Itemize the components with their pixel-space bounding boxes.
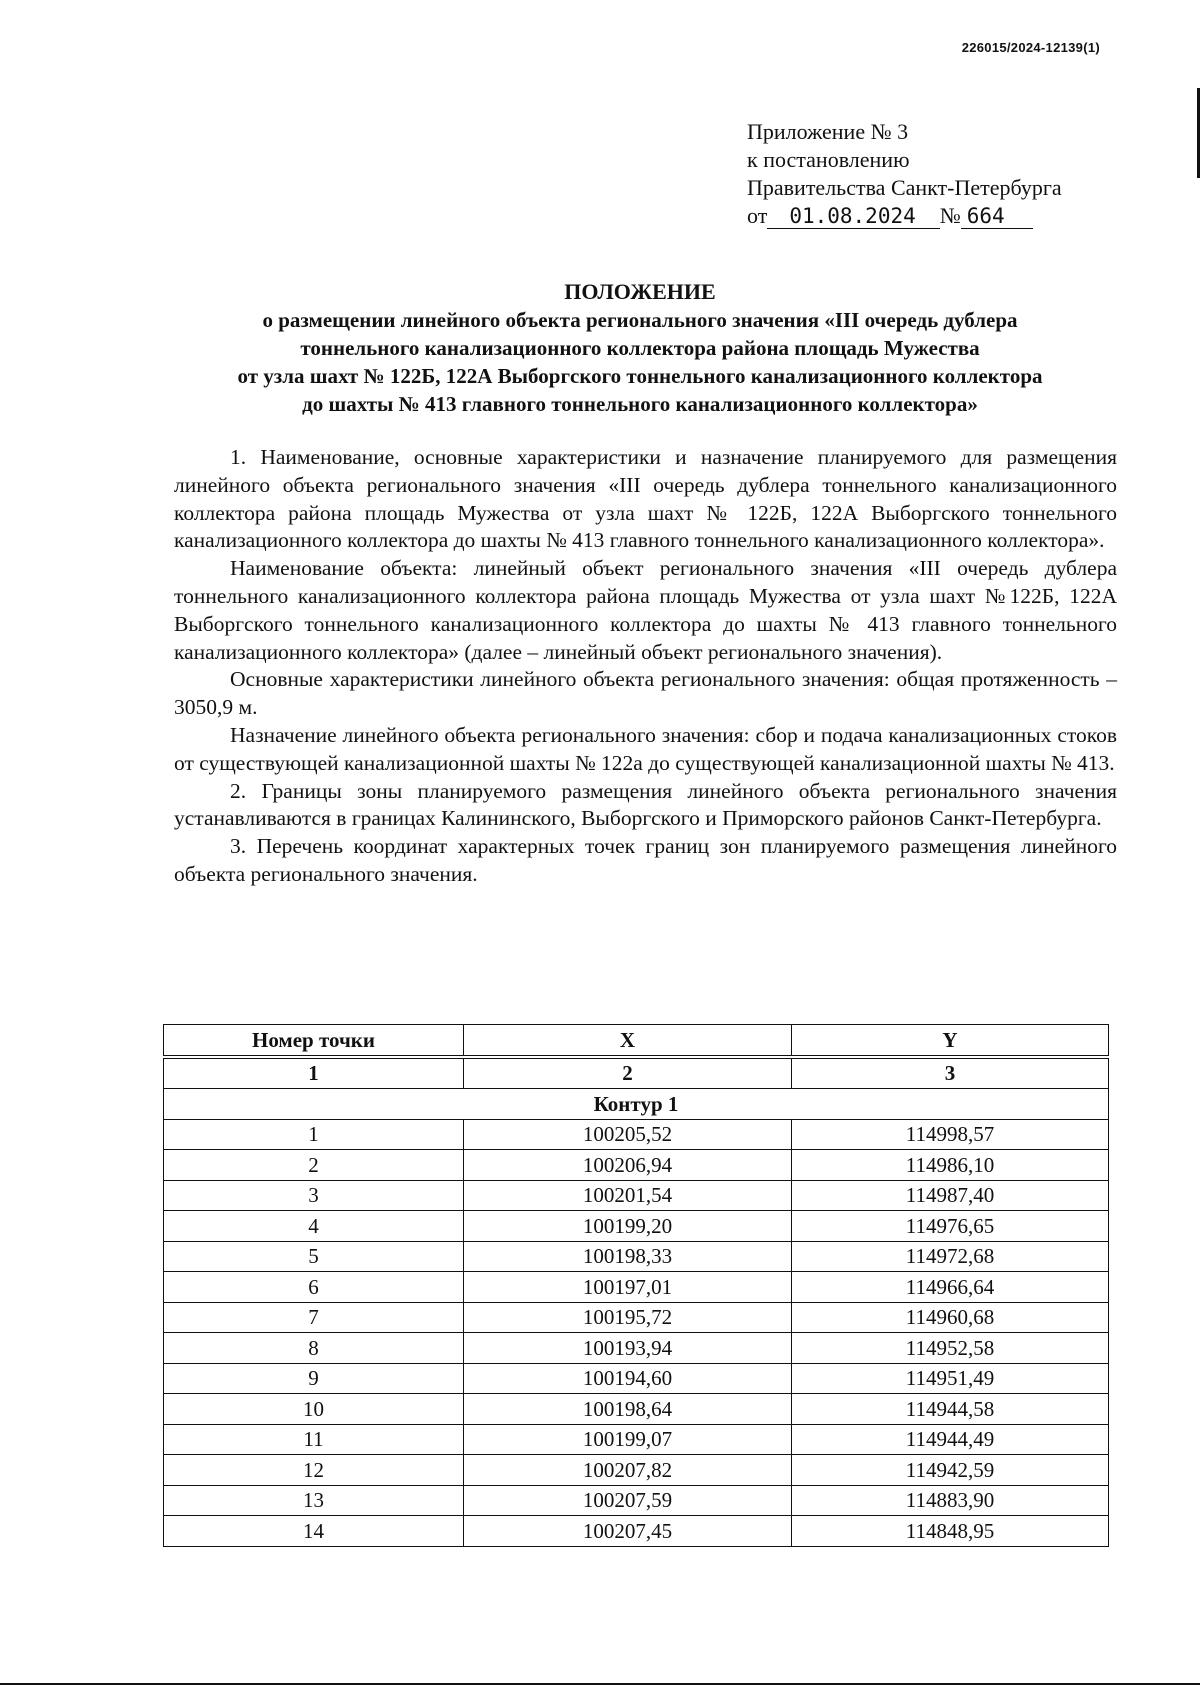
x-coordinate-cell: 100207,82 <box>464 1455 792 1486</box>
table-row <box>164 1241 1109 1272</box>
point-number-cell: 7 <box>164 1302 464 1333</box>
column-number-1: 1 <box>164 1058 464 1089</box>
y-coordinate-cell: 114987,40 <box>792 1180 1109 1211</box>
document-title: ПОЛОЖЕНИЕ <box>564 279 716 304</box>
x-coordinate-cell: 100194,60 <box>464 1363 792 1394</box>
point-number-cell: 6 <box>164 1272 464 1303</box>
y-coordinate-cell: 114951,49 <box>792 1363 1109 1394</box>
y-coordinate-cell: 114952,58 <box>792 1333 1109 1364</box>
table-row <box>164 1516 1109 1547</box>
point-number-cell: 4 <box>164 1211 464 1242</box>
table-row <box>164 1424 1109 1455</box>
x-coordinate-cell: 100201,54 <box>464 1180 792 1211</box>
paragraph-1: 1. Наименование, основные характеристики и назначение планируемого для размещения линейного объекта регионального значения «III очередь дублера тоннельного канализационного коллектора района площадь Мужества от узла шахт № 122Б, 122А Выборгского тоннельного канализационного коллектора до шахты № 413 главного тоннельного канализационного коллектора». <box>174 445 1117 553</box>
paragraph-3: Основные характеристики линейного объекта регионального значения: общая протяженность – 3050,9 м. <box>174 667 1117 720</box>
x-coordinate-cell: 100206,94 <box>464 1150 792 1181</box>
x-coordinate-cell: 100195,72 <box>464 1302 792 1333</box>
paragraph-6: 3. Перечень координат характерных точек границ зон планируемого размещения линейного объекта регионального значения. <box>174 834 1117 886</box>
point-number-cell: 10 <box>164 1394 464 1425</box>
appendix-date-line <box>747 202 1062 230</box>
number-prefix: № <box>939 203 961 228</box>
y-coordinate-cell: 114944,49 <box>792 1424 1109 1455</box>
document-registration-number: 226015/2024-12139(1) <box>961 40 1100 55</box>
point-number-cell: 14 <box>164 1516 464 1547</box>
y-coordinate-cell: 114966,64 <box>792 1272 1109 1303</box>
title-line-1: о размещении линейного объекта регионального значения «III очередь дублера <box>262 308 1018 332</box>
y-coordinate-cell: 114960,68 <box>792 1302 1109 1333</box>
appendix-block <box>747 118 1062 230</box>
header-x: X <box>464 1025 792 1056</box>
x-coordinate-cell: 100199,07 <box>464 1424 792 1455</box>
y-coordinate-cell: 114972,68 <box>792 1241 1109 1272</box>
x-coordinate-cell: 100205,52 <box>464 1119 792 1150</box>
point-number-cell: 12 <box>164 1455 464 1486</box>
column-number-row <box>164 1058 1109 1089</box>
title-line-2: тоннельного канализационного коллектора района площадь Мужества <box>300 336 980 360</box>
x-coordinate-cell: 100199,20 <box>464 1211 792 1242</box>
point-number-cell: 11 <box>164 1424 464 1455</box>
date-prefix: от <box>747 203 768 228</box>
point-number-cell: 1 <box>164 1119 464 1150</box>
title-line-3: от узла шахт № 122Б, 122А Выборгского тоннельного канализационного коллектора <box>237 364 1043 388</box>
table-row <box>164 1150 1109 1181</box>
resolution-date: 01.08.2024 <box>767 204 939 229</box>
table-row <box>164 1485 1109 1516</box>
table-row <box>164 1272 1109 1303</box>
title-line-4: до шахты № 413 главного тоннельного канализационного коллектора» <box>302 392 978 416</box>
x-coordinate-cell: 100198,33 <box>464 1241 792 1272</box>
header-point-number: Номер точки <box>164 1025 464 1056</box>
table-row <box>164 1180 1109 1211</box>
appendix-line-government: Правительства Санкт-Петербурга <box>747 175 1062 200</box>
paragraph-2: Наименование объекта: линейный объект регионального значения «III очередь дублера тоннельного канализационного коллектора района площадь Мужества от узла шахт №122Б, 122А Выборгского тоннельного канализационного коллектора до шахты № 413 главного тоннельного канализационного коллектора» (далее – линейный объект регионального значения). <box>174 556 1117 664</box>
point-number-cell: 3 <box>164 1180 464 1211</box>
y-coordinate-cell: 114944,58 <box>792 1394 1109 1425</box>
resolution-number: 664 <box>961 204 1033 229</box>
point-number-cell: 13 <box>164 1485 464 1516</box>
contour-row <box>164 1089 1109 1120</box>
table-row <box>164 1394 1109 1425</box>
table-row <box>164 1363 1109 1394</box>
contour-label: Контур 1 <box>164 1089 1109 1120</box>
header-y: Y <box>792 1025 1109 1056</box>
y-coordinate-cell: 114986,10 <box>792 1150 1109 1181</box>
coordinates-table <box>163 1024 1109 1547</box>
appendix-line-resolution: к постановлению <box>747 147 910 172</box>
document-title-block <box>160 278 1120 418</box>
table-header-row <box>164 1025 1109 1056</box>
x-coordinate-cell: 100198,64 <box>464 1394 792 1425</box>
column-number-2: 2 <box>464 1058 792 1089</box>
table-row <box>164 1119 1109 1150</box>
table-row <box>164 1302 1109 1333</box>
table-row <box>164 1211 1109 1242</box>
point-number-cell: 5 <box>164 1241 464 1272</box>
point-number-cell: 9 <box>164 1363 464 1394</box>
x-coordinate-cell: 100207,59 <box>464 1485 792 1516</box>
paragraph-5: 2. Границы зоны планируемого размещения линейного объекта регионального значения устанавливаются в границах Калининского, Выборгского и Приморского районов Санкт-Петербурга. <box>174 778 1117 831</box>
paragraph-4: Назначение линейного объекта регионального значения: сбор и подача канализационных стоков от существующей канализационной шахты № 122а до существующей канализационной шахты № 413. <box>174 722 1117 775</box>
x-coordinate-cell: 100207,45 <box>464 1516 792 1547</box>
point-number-cell: 8 <box>164 1333 464 1364</box>
y-coordinate-cell: 114883,90 <box>792 1485 1109 1516</box>
x-coordinate-cell: 100193,94 <box>464 1333 792 1364</box>
y-coordinate-cell: 114998,57 <box>792 1119 1109 1150</box>
point-number-cell: 2 <box>164 1150 464 1181</box>
document-body <box>174 444 1117 889</box>
column-number-3: 3 <box>792 1058 1109 1089</box>
y-coordinate-cell: 114848,95 <box>792 1516 1109 1547</box>
y-coordinate-cell: 114976,65 <box>792 1211 1109 1242</box>
x-coordinate-cell: 100197,01 <box>464 1272 792 1303</box>
table-row <box>164 1455 1109 1486</box>
table-row <box>164 1333 1109 1364</box>
y-coordinate-cell: 114942,59 <box>792 1455 1109 1486</box>
appendix-title: Приложение № 3 <box>747 119 909 144</box>
